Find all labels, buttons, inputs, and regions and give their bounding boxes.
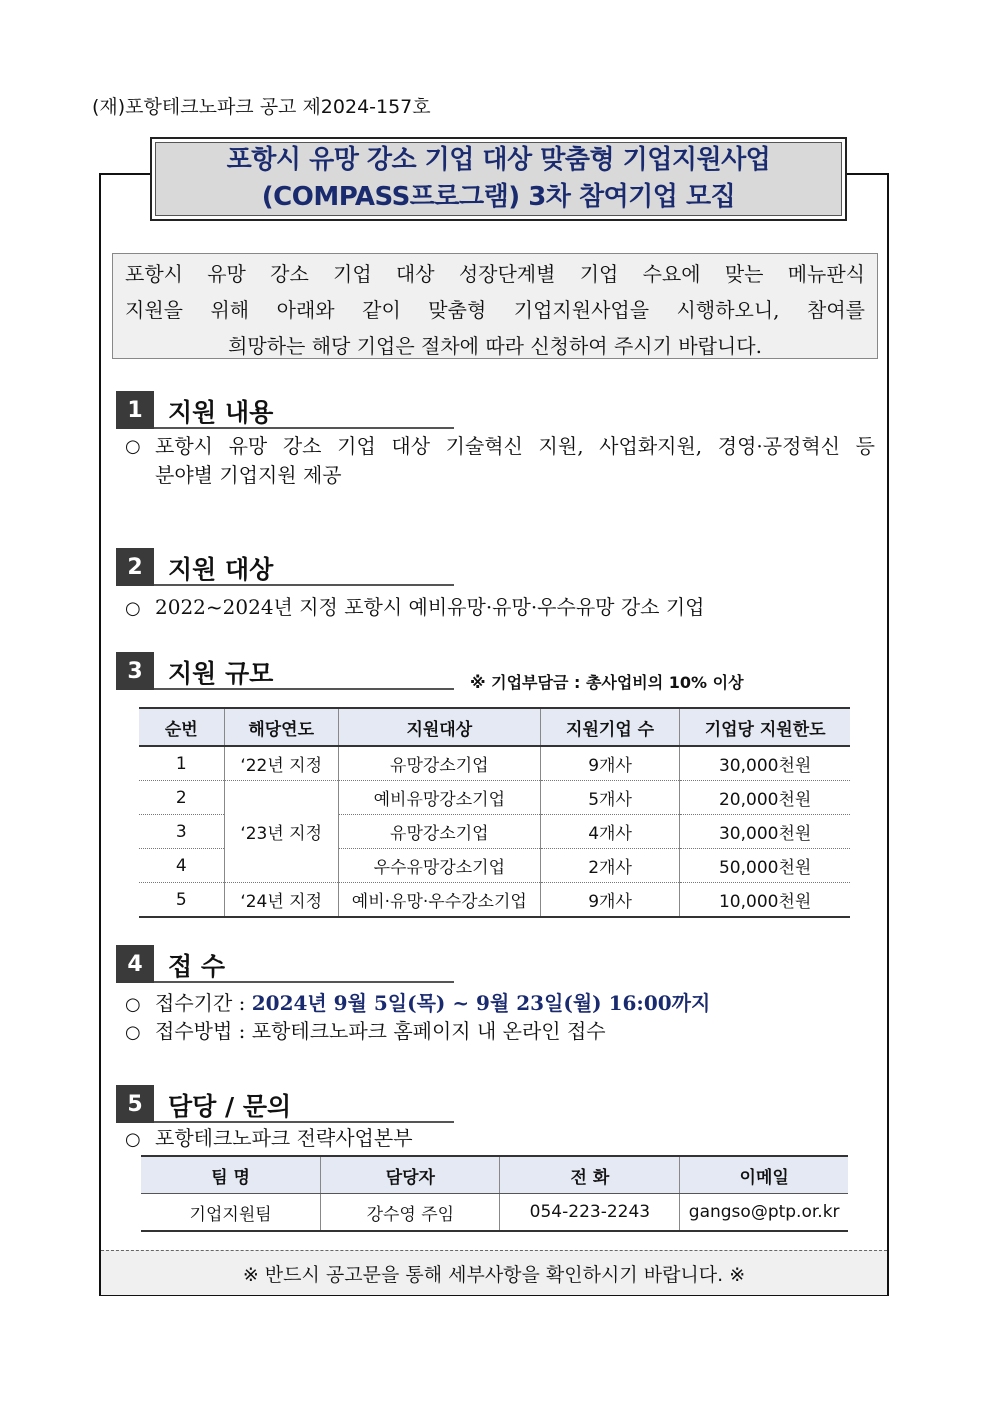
section-number: 2 <box>116 548 154 586</box>
title-inner <box>155 142 842 216</box>
cell-count: 2개사 <box>540 849 679 883</box>
section-number: 3 <box>116 652 154 690</box>
column-header: 지원기업 수 <box>540 708 679 746</box>
section-underline <box>154 688 454 690</box>
section-number: 1 <box>116 391 154 429</box>
cell-limit: 30,000천원 <box>680 815 850 849</box>
bullet-circle-icon: ○ <box>125 994 141 1015</box>
table-row <box>139 883 850 918</box>
section-1-content <box>125 432 875 490</box>
column-header: 기업당 지원한도 <box>680 708 850 746</box>
footer-note: ※ 반드시 공고문을 통해 세부사항을 확인하시기 바랍니다. ※ <box>101 1250 887 1295</box>
support-table <box>139 707 850 918</box>
section-1-text-line-1: 포항시 유망 강소 기업 대상 기술혁신 지원, 사업화지원, 경영·공정혁신 등 <box>155 434 875 458</box>
section-4-method <box>125 1017 606 1047</box>
intro-line-2: 지원을 위해 아래와 같이 맞춤형 기업지원사업을 시행하오니, 참여를 <box>125 298 865 322</box>
section-2-content <box>125 593 704 623</box>
cell-person: 강수영 주임 <box>321 1194 500 1232</box>
cell-year: ‘24년 지정 <box>224 883 338 918</box>
cell-target: 예비유망강소기업 <box>338 781 540 815</box>
section-number: 4 <box>116 945 154 983</box>
section-title: 접 수 <box>168 952 226 981</box>
title-box <box>150 137 847 221</box>
intro-line-1: 포항시 유망 강소 기업 대상 성장단계별 기업 수요에 맞는 메뉴판식 <box>125 262 865 286</box>
column-header: 순번 <box>139 708 224 746</box>
section-5-dept <box>125 1124 413 1154</box>
cell-limit: 20,000천원 <box>680 781 850 815</box>
cell-phone: 054-223-2243 <box>500 1194 680 1232</box>
section-4-period <box>125 989 710 1019</box>
cell-team: 기업지원팀 <box>141 1194 321 1232</box>
table-row <box>139 781 850 815</box>
cell-no: 5 <box>139 883 224 918</box>
cell-target: 우수유망강소기업 <box>338 849 540 883</box>
bullet-circle-icon: ○ <box>125 1129 141 1150</box>
cell-email: gangso@ptp.or.kr <box>680 1194 848 1232</box>
column-header: 지원대상 <box>338 708 540 746</box>
cost-share-note: ※ 기업부담금 : 총사업비의 10% 이상 <box>470 673 744 692</box>
method-text: 접수방법 : 포항테크노파크 홈페이지 내 온라인 접수 <box>155 1019 606 1043</box>
column-header: 담당자 <box>321 1156 500 1194</box>
notice-number: (재)포항테크노파크 공고 제2024-157호 <box>92 96 431 118</box>
intro-box <box>112 253 878 359</box>
bullet-circle-icon: ○ <box>125 436 141 457</box>
column-header: 팀 명 <box>141 1156 321 1194</box>
table-header-row <box>139 708 850 746</box>
cell-count: 9개사 <box>540 883 679 918</box>
section-underline <box>154 981 454 983</box>
column-header: 전 화 <box>500 1156 680 1194</box>
cell-count: 9개사 <box>540 746 679 781</box>
bullet-circle-icon: ○ <box>125 1022 141 1043</box>
cell-target: 유망강소기업 <box>338 746 540 781</box>
cell-target: 예비·유망·우수강소기업 <box>338 883 540 918</box>
title-line-2: (COMPASS프로그램) 3차 참여기업 모집 <box>261 182 736 212</box>
section-title: 담당 / 문의 <box>168 1092 292 1121</box>
column-header: 해당연도 <box>224 708 338 746</box>
cell-no: 4 <box>139 849 224 883</box>
cell-no: 1 <box>139 746 224 781</box>
section-1-text-line-2: 분야별 기업지원 제공 <box>155 463 342 487</box>
section-title: 지원 규모 <box>168 659 274 688</box>
intro-line-3: 희망하는 해당 기업은 절차에 따라 신청하여 주시기 바랍니다. <box>228 334 762 358</box>
section-underline <box>154 584 454 586</box>
cell-year: ‘22년 지정 <box>224 746 338 781</box>
cell-count: 4개사 <box>540 815 679 849</box>
section-title: 지원 내용 <box>168 398 274 427</box>
bullet-circle-icon: ○ <box>125 598 141 619</box>
cell-target: 유망강소기업 <box>338 815 540 849</box>
cell-count: 5개사 <box>540 781 679 815</box>
cell-no: 3 <box>139 815 224 849</box>
column-header: 이메일 <box>680 1156 848 1194</box>
table-header-row <box>141 1156 848 1194</box>
cell-limit: 50,000천원 <box>680 849 850 883</box>
cell-no: 2 <box>139 781 224 815</box>
section-number: 5 <box>116 1085 154 1123</box>
section-2-text: 2022~2024년 지정 포항시 예비유망·유망·우수유망 강소 기업 <box>155 595 705 619</box>
cell-limit: 10,000천원 <box>680 883 850 918</box>
dept-text: 포항테크노파크 전략사업본부 <box>155 1126 413 1150</box>
section-title: 지원 대상 <box>168 555 274 584</box>
section-underline <box>154 427 454 429</box>
section-underline <box>154 1121 454 1123</box>
period-value: 2024년 9월 5일(목) ~ 9월 23일(월) 16:00까지 <box>251 991 711 1015</box>
cell-limit: 30,000천원 <box>680 746 850 781</box>
table-row <box>139 746 850 781</box>
contact-table <box>141 1155 848 1232</box>
table-row <box>141 1194 848 1232</box>
title-line-1: 포항시 유망 강소 기업 대상 맞춤형 기업지원사업 <box>226 145 771 175</box>
period-label: 접수기간 : <box>155 991 252 1015</box>
cell-year: ‘23년 지정 <box>224 781 338 883</box>
